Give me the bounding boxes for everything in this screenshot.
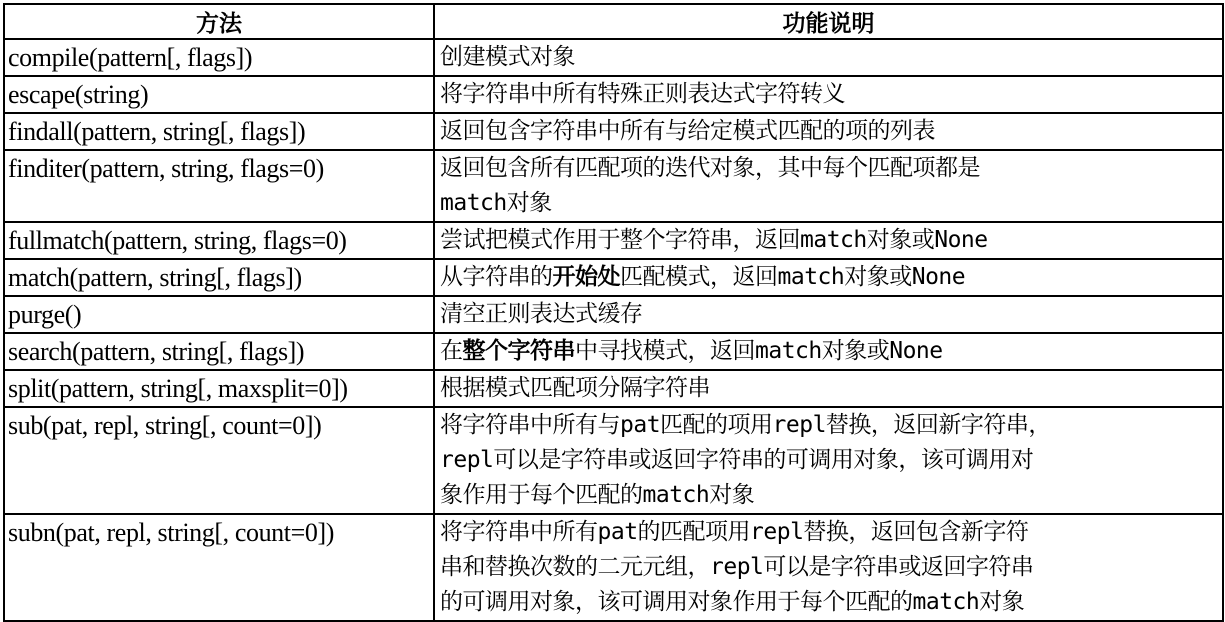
- table-row: [4, 514, 1223, 621]
- description-cell: [434, 113, 1223, 150]
- header-method: 方法: [4, 4, 434, 39]
- emphasis-text: 整个字符串: [462, 338, 575, 364]
- table-row: [4, 113, 1223, 150]
- description-cell: [434, 39, 1223, 76]
- method-cell: match(pattern, string[, flags]): [4, 259, 434, 296]
- table-row: [4, 333, 1223, 370]
- description-cell: [434, 370, 1223, 407]
- description-line: 创建模式对象: [440, 44, 575, 70]
- description-cell: [434, 296, 1223, 333]
- description-text: 从字符串的: [440, 264, 553, 290]
- description-line: 象作用于每个匹配的match对象: [440, 482, 755, 508]
- table-row: [4, 296, 1223, 333]
- table-row: [4, 370, 1223, 407]
- description-line: match对象: [440, 190, 552, 216]
- description-line: 返回包含字符串中所有与给定模式匹配的项的列表: [440, 118, 935, 144]
- description-cell: [434, 407, 1223, 514]
- description-line: 返回包含所有匹配项的迭代对象，其中每个匹配项都是: [440, 155, 980, 181]
- description-line: 的可调用对象，该可调用对象作用于每个匹配的match对象: [440, 589, 1025, 615]
- method-cell: purge(): [4, 296, 434, 333]
- method-cell: subn(pat, repl, string[, count=0]): [4, 514, 434, 621]
- description-line: repl可以是字符串或返回字符串的可调用对象，该可调用对: [440, 447, 1034, 473]
- description-line: 将字符串中所有与pat匹配的项用repl替换，返回新字符串，: [440, 412, 1051, 438]
- description-text: 匹配模式，返回match对象或None: [620, 264, 966, 290]
- description-text: 在: [440, 338, 463, 364]
- header-description: 功能说明: [434, 4, 1223, 39]
- method-cell: sub(pat, repl, string[, count=0]): [4, 407, 434, 514]
- description-cell: [434, 514, 1223, 621]
- description-text: 中寻找模式，返回match对象或None: [575, 338, 943, 364]
- description-line: 尝试把模式作用于整个字符串，返回match对象或None: [440, 227, 988, 253]
- description-line: 串和替换次数的二元元组，repl可以是字符串或返回字符串: [440, 554, 1034, 580]
- method-cell: findall(pattern, string[, flags]): [4, 113, 434, 150]
- table-row: [4, 259, 1223, 296]
- regex-methods-table: [3, 3, 1224, 622]
- header-row: [4, 4, 1223, 39]
- method-cell: finditer(pattern, string, flags=0): [4, 150, 434, 222]
- table-container: [3, 3, 1224, 622]
- table-row: [4, 407, 1223, 514]
- table-row: [4, 150, 1223, 222]
- table-row: [4, 222, 1223, 259]
- description-cell: [434, 333, 1223, 370]
- method-cell: fullmatch(pattern, string, flags=0): [4, 222, 434, 259]
- description-cell: [434, 259, 1223, 296]
- description-line: 清空正则表达式缓存: [440, 301, 643, 327]
- description-line: 将字符串中所有pat的匹配项用repl替换，返回包含新字符: [440, 519, 1029, 545]
- table-row: [4, 39, 1223, 76]
- emphasis-text: 开始处: [552, 264, 620, 290]
- method-cell: search(pattern, string[, flags]): [4, 333, 434, 370]
- description-line: [440, 334, 1218, 369]
- description-line: [440, 260, 1218, 295]
- method-cell: split(pattern, string[, maxsplit=0]): [4, 370, 434, 407]
- method-cell: compile(pattern[, flags]): [4, 39, 434, 76]
- description-line: 根据模式匹配项分隔字符串: [440, 375, 710, 401]
- description-cell: [434, 76, 1223, 113]
- table-row: [4, 76, 1223, 113]
- description-cell: [434, 150, 1223, 222]
- method-cell: escape(string): [4, 76, 434, 113]
- description-line: 将字符串中所有特殊正则表达式字符转义: [440, 81, 845, 107]
- description-cell: [434, 222, 1223, 259]
